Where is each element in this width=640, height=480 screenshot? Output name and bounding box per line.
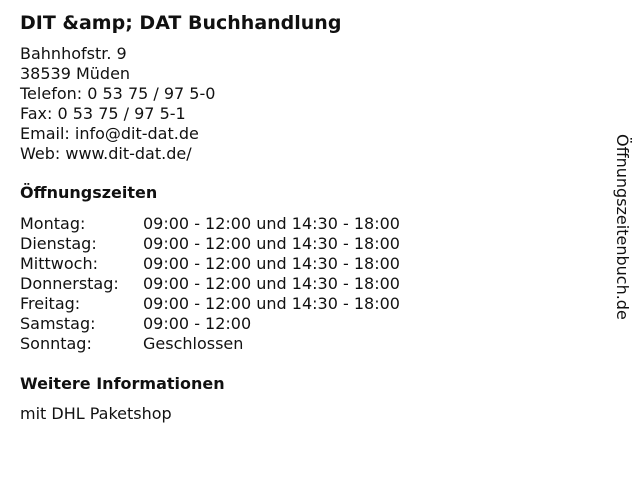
hours-row-thursday [20,274,400,294]
email-line: Email: info@dit-dat.de [20,124,199,143]
store-name: DIT &amp; DAT Buchhandlung [20,12,342,34]
web-line: Web: www.dit-dat.de/ [20,144,192,163]
more-info-heading: Weitere Informationen [20,374,225,393]
opening-hours-table [20,214,400,354]
hours-day-label: Montag: [20,214,86,233]
site-brand-vertical: Öffnungszeitenbuch.de [613,134,632,320]
hours-day-label: Freitag: [20,294,81,313]
contact-block [20,44,215,164]
city-line: 38539 Müden [20,64,131,83]
hours-row-monday [20,214,400,234]
opening-hours-heading: Öffnungszeiten [20,183,158,202]
hours-row-saturday [20,314,400,334]
street-address: Bahnhofstr. 9 [20,44,127,63]
hours-day-label: Donnerstag: [20,274,119,293]
hours-day-label: Samstag: [20,314,96,333]
hours-day-label: Mittwoch: [20,254,98,273]
hours-row-friday [20,294,400,314]
hours-time-value: 09:00 - 12:00 und 14:30 - 18:00 [143,294,400,313]
hours-time-value: 09:00 - 12:00 und 14:30 - 18:00 [143,274,400,293]
hours-time-value: 09:00 - 12:00 und 14:30 - 18:00 [143,254,400,273]
hours-day-label: Dienstag: [20,234,97,253]
hours-time-value: 09:00 - 12:00 [143,314,252,333]
hours-time-value: 09:00 - 12:00 und 14:30 - 18:00 [143,234,400,253]
fax-line: Fax: 0 53 75 / 97 5-1 [20,104,186,123]
hours-day-label: Sonntag: [20,334,92,353]
hours-time-value: Geschlossen [143,334,244,353]
more-info-text: mit DHL Paketshop [20,404,172,423]
hours-row-tuesday [20,234,400,254]
hours-row-wednesday [20,254,400,274]
hours-time-value: 09:00 - 12:00 und 14:30 - 18:00 [143,214,400,233]
hours-row-sunday [20,334,400,354]
phone-line: Telefon: 0 53 75 / 97 5-0 [20,84,216,103]
